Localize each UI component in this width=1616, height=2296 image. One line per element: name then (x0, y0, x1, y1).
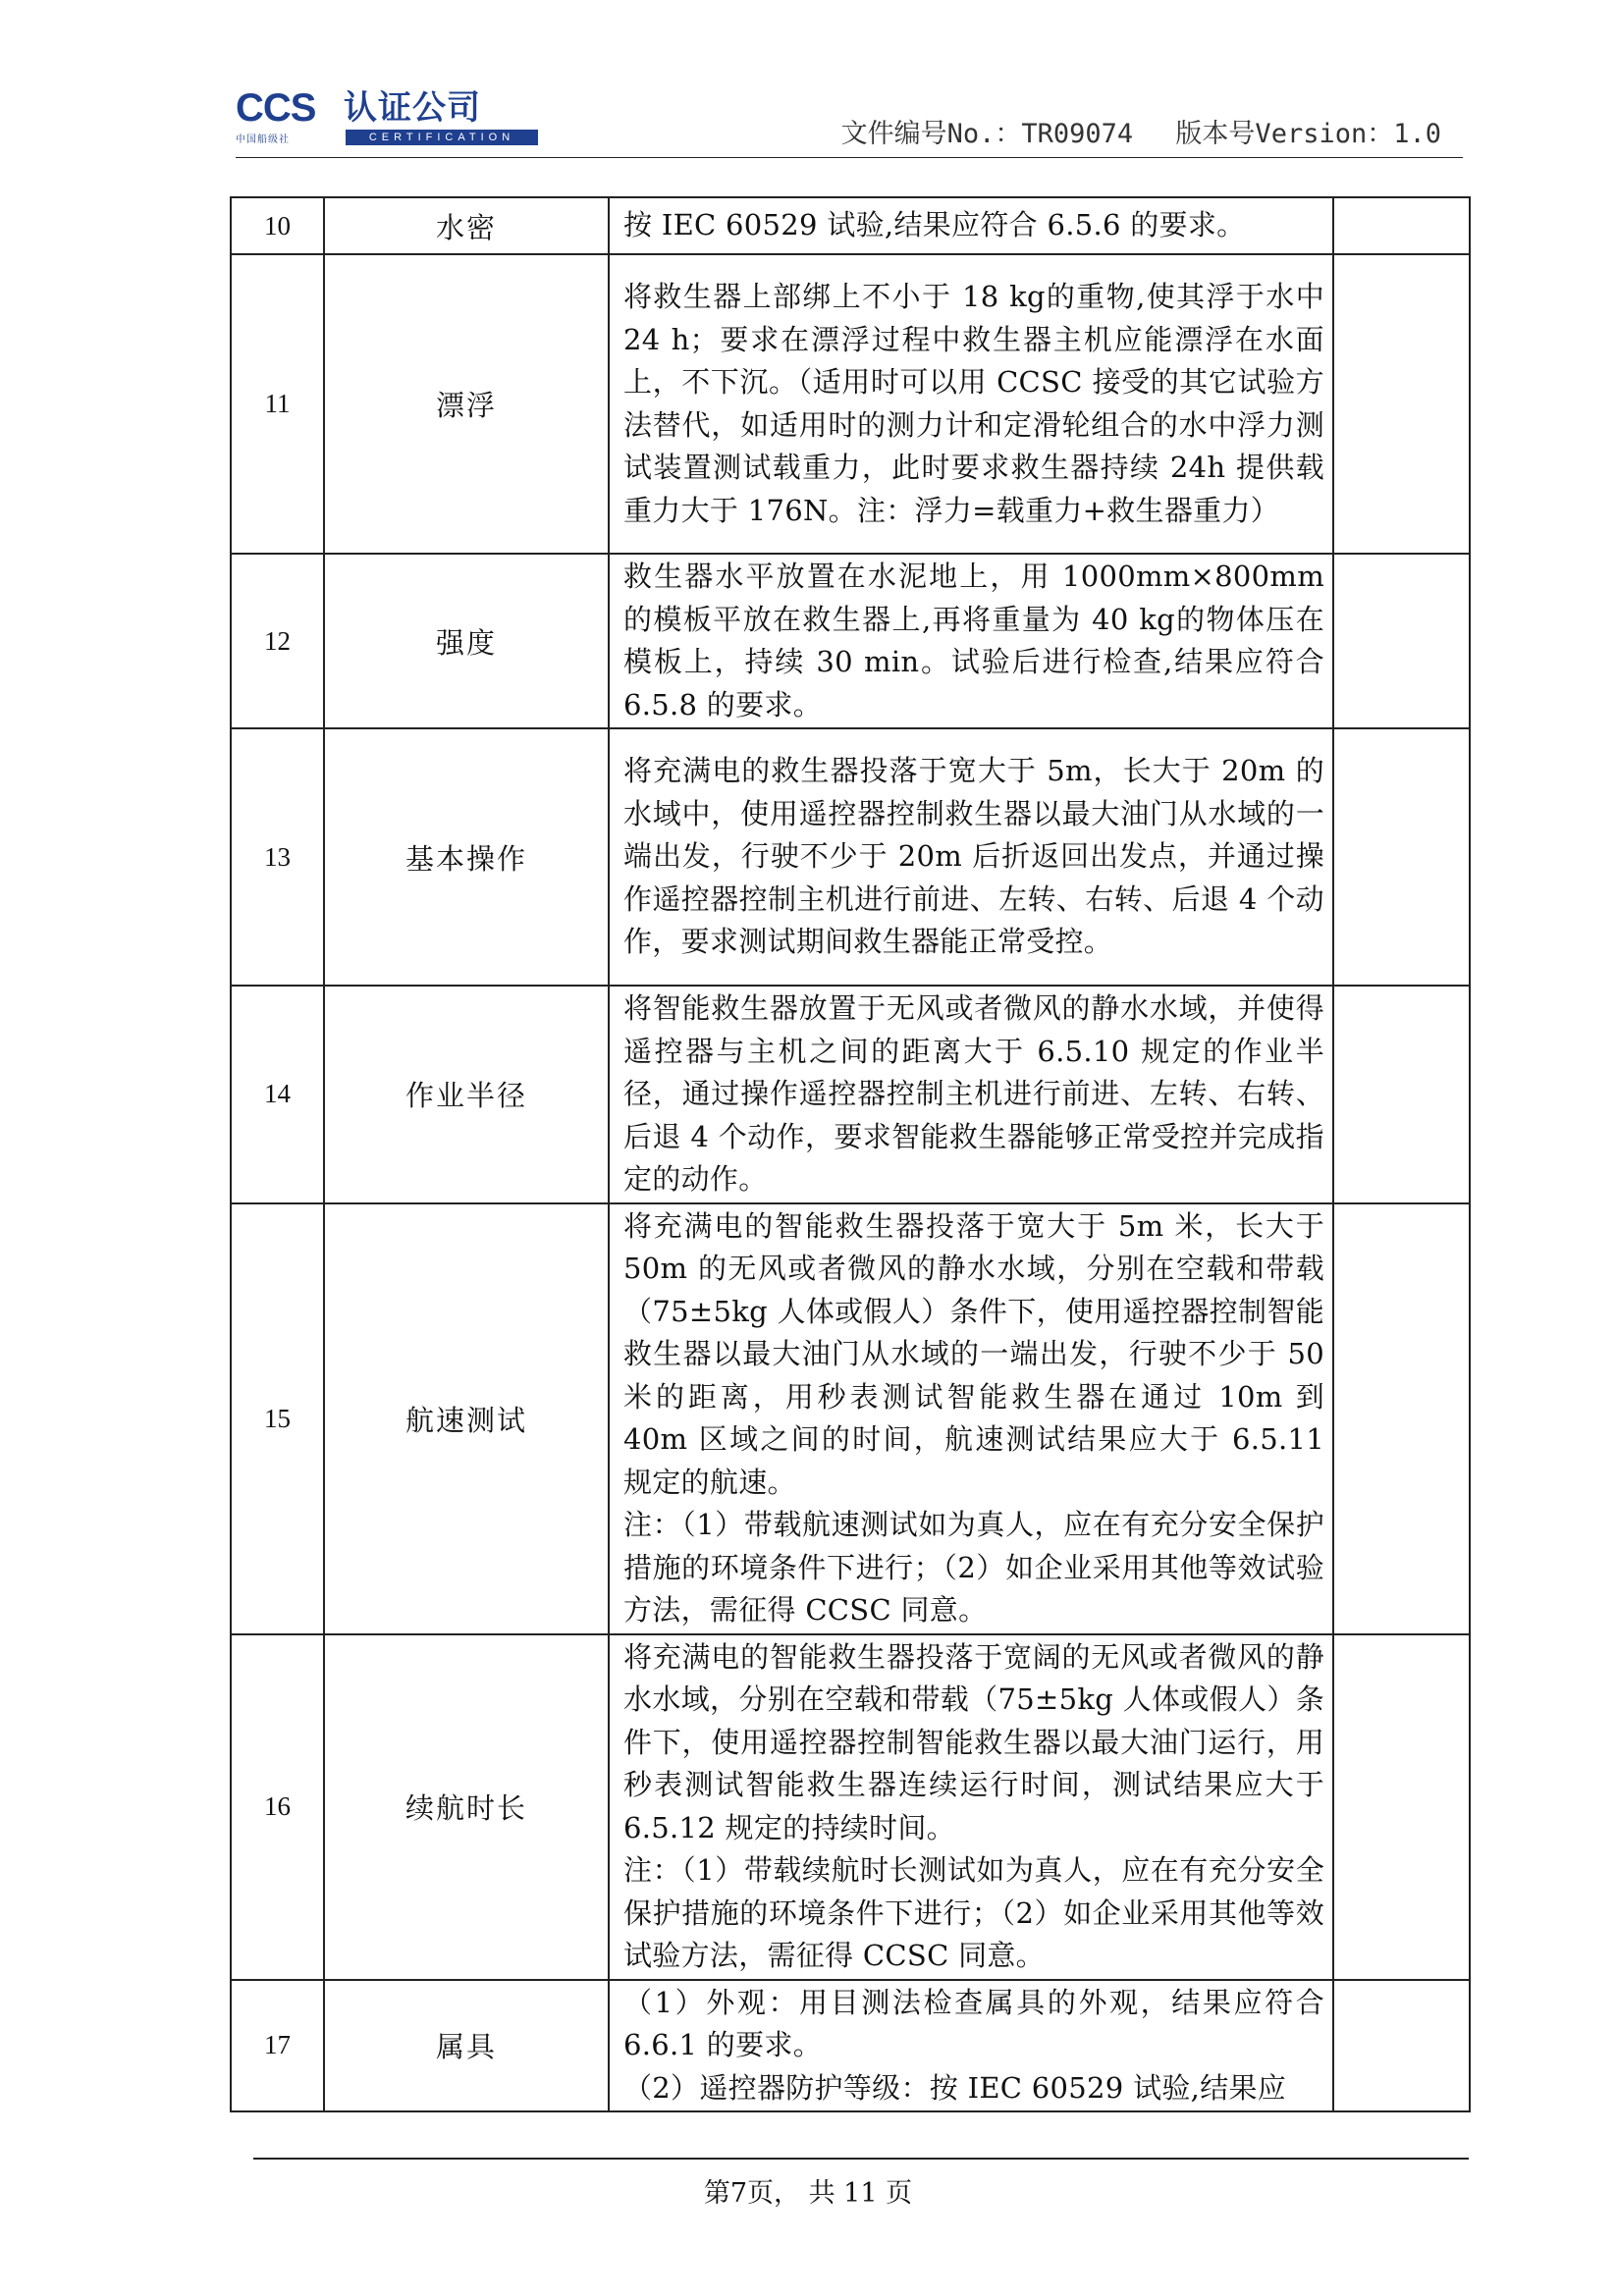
remark-cell (1333, 986, 1470, 1203)
item-name: 作业半径 (324, 986, 609, 1203)
remark-cell (1333, 554, 1470, 728)
requirement-note: 注：（1）带载续航时长测试如为真人，应在有充分安全保护措施的环境条件下进行；（2）如企业采用其他等效试验方法，需征得 CCSC 同意。 (623, 1853, 1324, 1972)
row-number: 14 (231, 986, 324, 1203)
table-row (231, 554, 1470, 728)
page-number: 第7页， 共 11 页 (703, 2178, 913, 2209)
requirement-text: 将智能救生器放置于无风或者微风的静水水域，并使得遥控器与主机之间的距离大于 6.5.10 规定的作业半径，通过操作遥控器控制主机进行前进、左转、右转、后退 4 个动作，要求智能救生器能够正常受控并完成指定的动作。 (623, 991, 1324, 1196)
row-number: 12 (231, 554, 324, 728)
table-row (231, 728, 1470, 986)
logo-subtitle: 中国船级社 (236, 134, 290, 145)
requirement-text: 按 IEC 60529 试验,结果应符合 6.5.6 的要求。 (623, 208, 1246, 242)
requirement-cell (609, 1203, 1333, 1634)
table-row (231, 986, 1470, 1203)
table-row (231, 254, 1470, 554)
requirement-cell (609, 728, 1333, 986)
test-items-table (230, 196, 1471, 2112)
remark-cell (1333, 1203, 1470, 1634)
requirement-text: （1）外观：用目测法检查属具的外观，结果应符合 6.6.1 的要求。 (623, 1985, 1324, 2061)
remark-cell (1333, 1634, 1470, 1980)
remark-cell (1333, 728, 1470, 986)
remark-cell (1333, 1980, 1470, 2112)
row-number: 15 (231, 1203, 324, 1634)
item-name: 续航时长 (324, 1634, 609, 1980)
table-row (231, 1203, 1470, 1634)
footer-divider (253, 2158, 1469, 2160)
requirement-cell (609, 197, 1333, 254)
table-row (231, 1634, 1470, 1980)
item-name: 水密 (324, 197, 609, 254)
requirement-cell (609, 1980, 1333, 2112)
requirement-cell (609, 1634, 1333, 1980)
requirement-text: 救生器水平放置在水泥地上，用 1000mm×800mm 的模板平放在救生器上,再将重量为 40 kg的物体压在模板上，持续 30 min。试验后进行检查,结果应符合 6.5.8 的要求。 (623, 560, 1324, 721)
logo-certification-bar: CERTIFICATION (346, 130, 538, 145)
item-name: 漂浮 (324, 254, 609, 554)
table-row (231, 1980, 1470, 2112)
requirement-cell (609, 554, 1333, 728)
row-number: 13 (231, 728, 324, 986)
document-number: 文件编号No.：TR09074 版本号Version：1.0 (840, 119, 1441, 149)
header-divider (236, 157, 1463, 158)
table-row (231, 197, 1470, 254)
item-name: 强度 (324, 554, 609, 728)
requirement-note: 注：（1）带载航速测试如为真人，应在有充分安全保护措施的环境条件下进行；（2）如企业采用其他等效试验方法，需征得 CCSC 同意。 (623, 1508, 1324, 1627)
item-name: 属具 (324, 1980, 609, 2112)
logo-company-name: 认证公司 (344, 88, 481, 128)
requirement-text: 将充满电的智能救生器投落于宽阔的无风或者微风的静水水域，分别在空载和带载（75±5kg 人体或假人）条件下，使用遥控器控制智能救生器以最大油门运行，用秒表测试智能救生器连续运行时间，测试结果应大于 6.5.12 规定的持续时间。 (623, 1639, 1324, 1844)
requirement-text: 将救生器上部绑上不小于 18 kg的重物,使其浮于水中 24 h；要求在漂浮过程中救生器主机应能漂浮在水面上，不下沉。（适用时可以用 CCSC 接受的其它试验方法替代，如适用时的测力计和定滑轮组合的水中浮力测试装置测试载重力，此时要求救生器持续 24h 提供载重力大于 176N。注：浮力=载重力+救生器重力） (623, 280, 1324, 527)
requirement-text: 将充满电的智能救生器投落于宽大于 5m 米，长大于 50m 的无风或者微风的静水水域，分别在空载和带载（75±5kg 人体或假人）条件下，使用遥控器控制智能救生器以最大油门从水域的一端出发，行驶不少于 50 米的距离，用秒表测试智能救生器在通过 10m 到 40m 区域之间的时间，航速测试结果应大于 6.5.11 规定的航速。 (623, 1208, 1324, 1499)
row-number: 10 (231, 197, 324, 254)
row-number: 16 (231, 1634, 324, 1980)
item-name: 基本操作 (324, 728, 609, 986)
page-header (236, 84, 1463, 159)
logo-ccs-text: CCS (236, 86, 316, 130)
requirement-cell (609, 986, 1333, 1203)
remark-cell (1333, 197, 1470, 254)
requirement-text: （2）遥控器防护等级：按 IEC 60529 试验,结果应 (623, 2070, 1287, 2105)
remark-cell (1333, 254, 1470, 554)
item-name: 航速测试 (324, 1203, 609, 1634)
requirement-text: 将充满电的救生器投落于宽大于 5m，长大于 20m 的水域中，使用遥控器控制救生器以最大油门从水域的一端出发，行驶不少于 20m 后折返回出发点，并通过操作遥控器控制主机进行前进、左转、右转、后退 4 个动作，要求测试期间救生器能正常受控。 (623, 754, 1324, 959)
row-number: 11 (231, 254, 324, 554)
row-number: 17 (231, 1980, 324, 2112)
ccs-certification-logo (236, 86, 550, 145)
requirement-cell (609, 254, 1333, 554)
